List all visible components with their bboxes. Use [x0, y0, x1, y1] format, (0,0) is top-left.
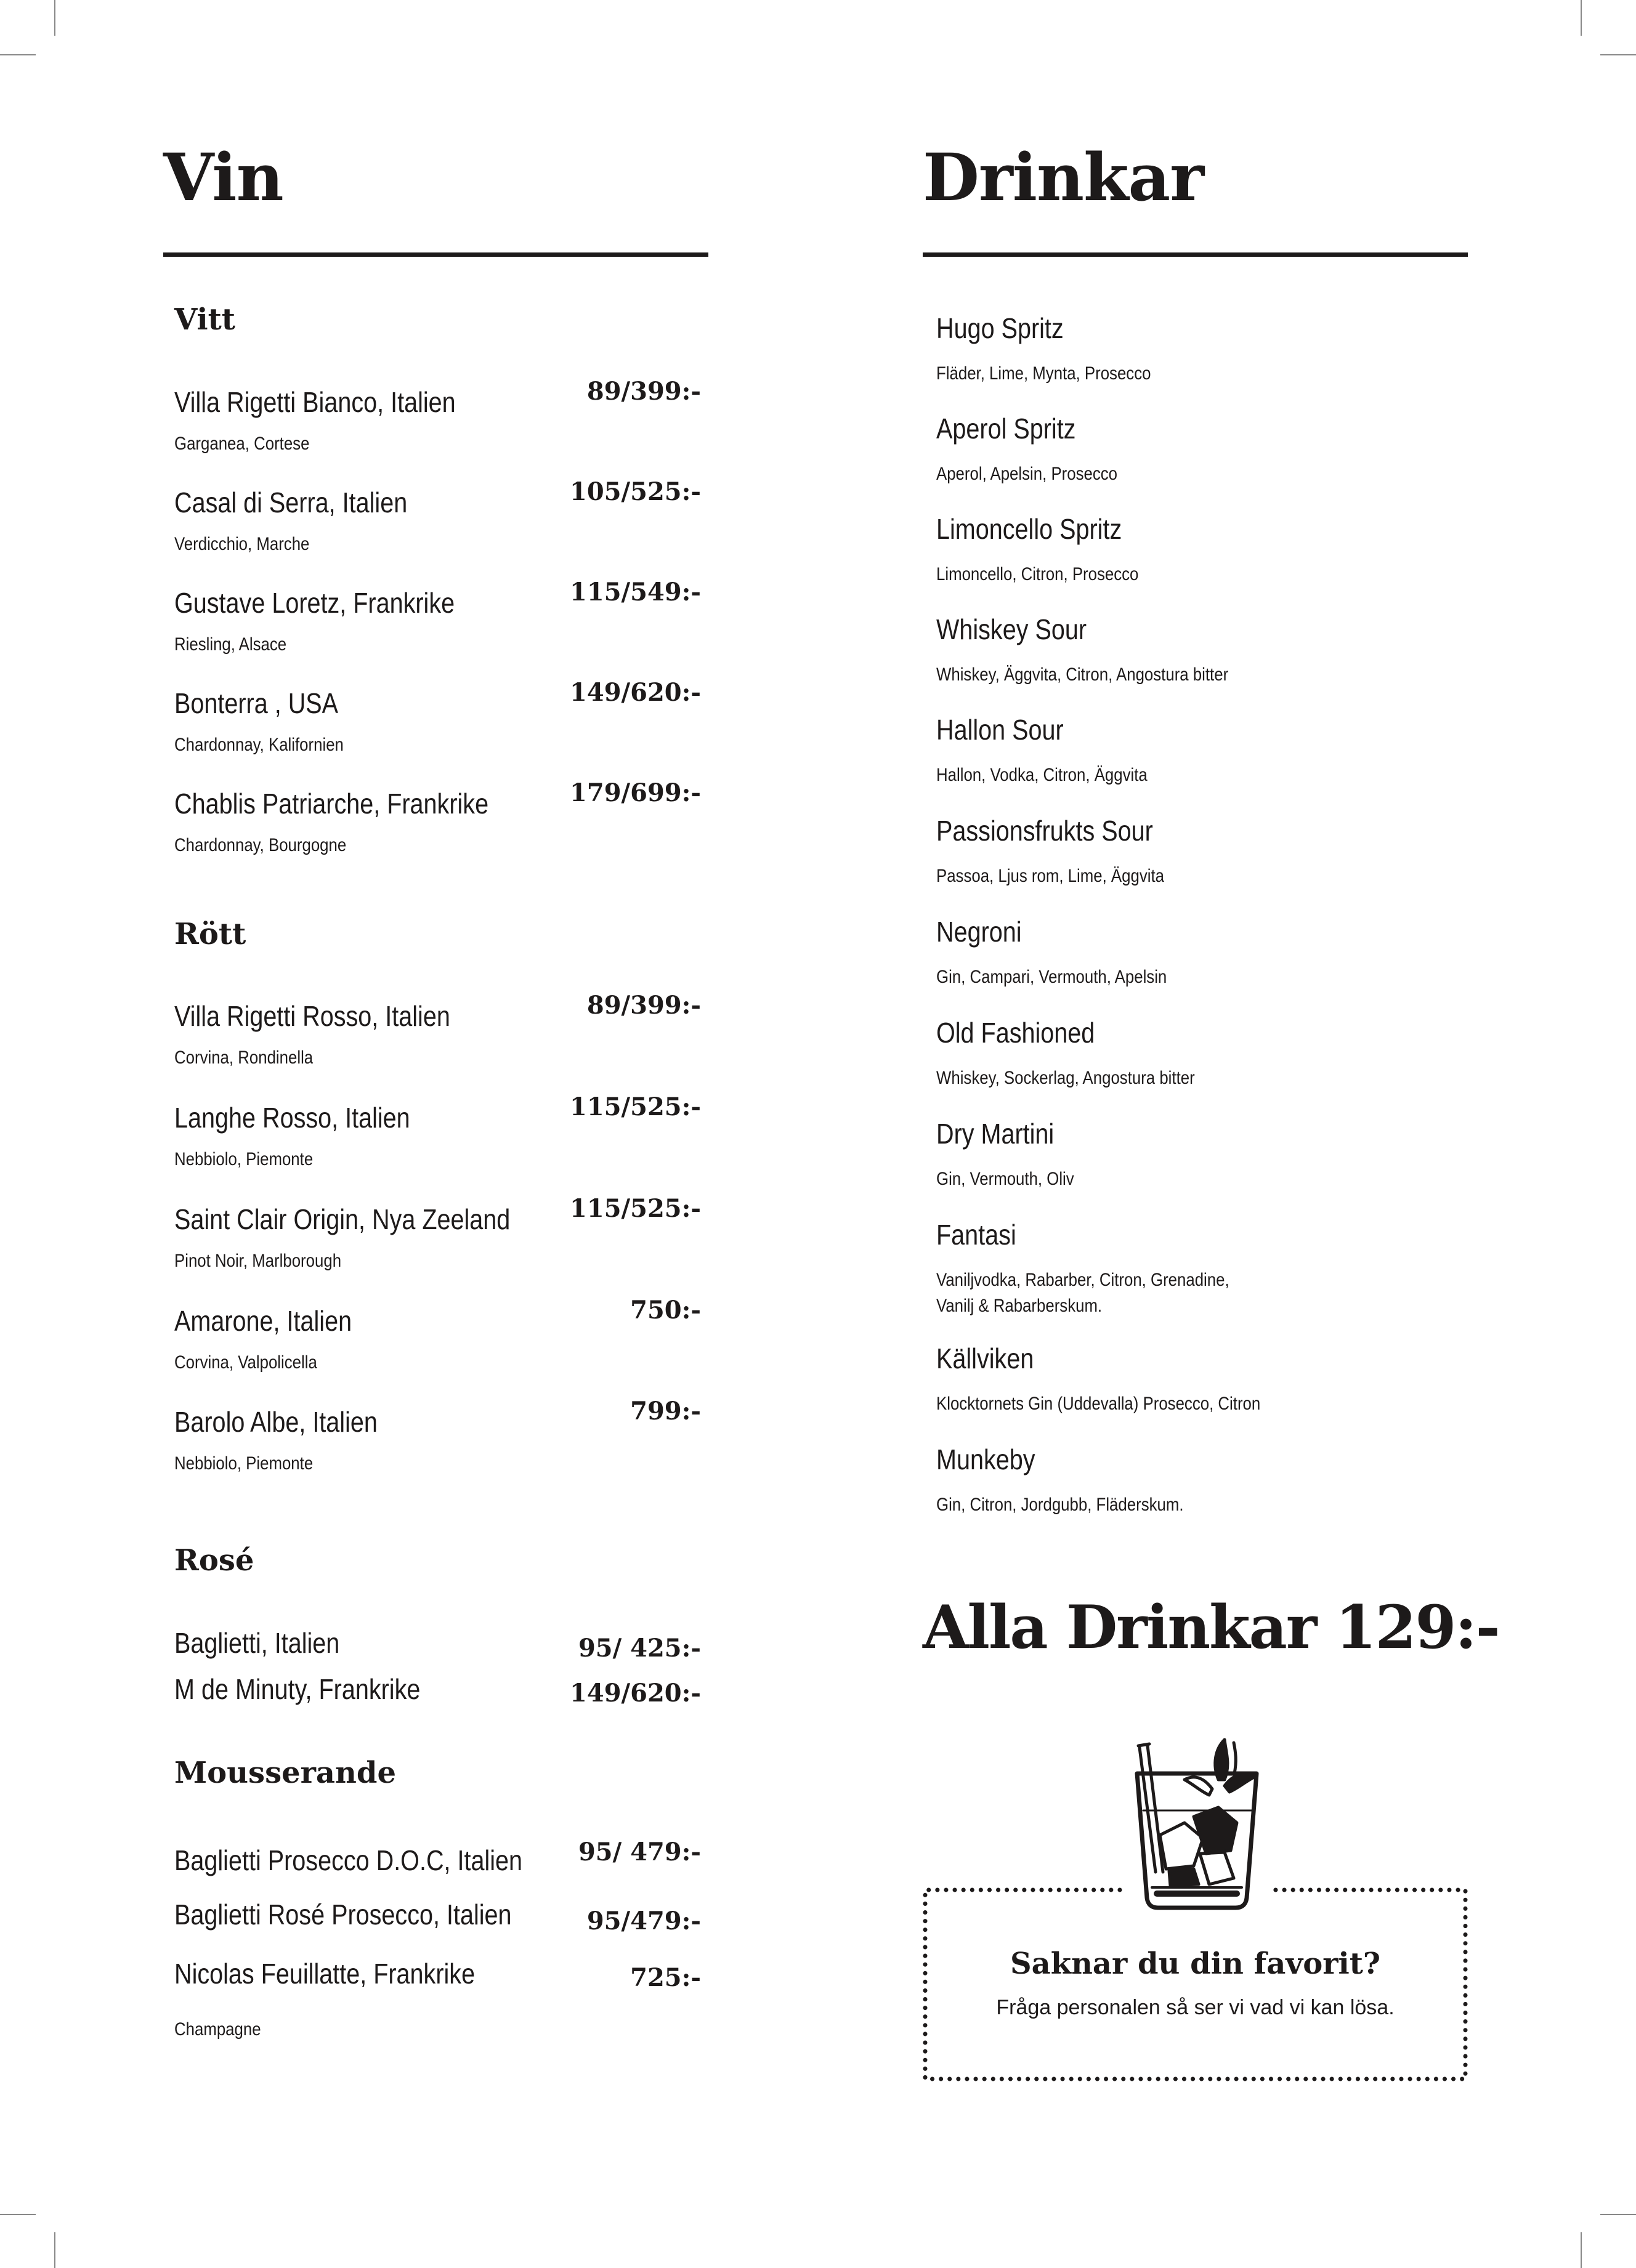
drink-ingredients: Gin, Citron, Jordgubb, Fläderskum. — [936, 1495, 1184, 1515]
drink-name: Old Fashioned — [936, 1017, 1095, 1049]
crop-mark — [1581, 2232, 1582, 2268]
drink-ingredients: Vaniljvodka, Rabarber, Citron, Grenadine, Vanilj & Rabarberskum. — [936, 1270, 1229, 1316]
wine-item — [174, 1673, 701, 1708]
wine-price: 149/620:- — [570, 678, 701, 707]
drink-item — [936, 613, 1466, 685]
drink-ingredients: Aperol, Apelsin, Prosecco — [936, 464, 1117, 484]
wine-grapes: Nebbiolo, Piemonte — [174, 1453, 314, 1474]
drinks-price-banner: Alla Drinkar 129:- — [923, 1592, 1499, 1662]
wine-price: 115/525:- — [570, 1092, 701, 1121]
wine-item — [174, 778, 701, 855]
wine-item — [174, 1958, 701, 2040]
wine-price: 750:- — [630, 1296, 701, 1325]
drink-name: Fantasi — [936, 1219, 1016, 1251]
drinks-title: Drinkar — [923, 139, 1204, 216]
wine-item — [174, 991, 701, 1068]
drink-ingredients: Fläder, Lime, Mynta, Prosecco — [936, 363, 1151, 384]
wine-price: 89/399:- — [586, 377, 701, 406]
section-heading-vitt: Vitt — [174, 302, 235, 337]
drink-item — [936, 413, 1466, 484]
wine-name: Baglietti Rosé Prosecco, Italien — [174, 1899, 512, 1931]
wine-name: Baglietti, Italien — [174, 1627, 340, 1659]
drink-name: Limoncello Spritz — [936, 513, 1122, 545]
wine-item — [174, 477, 701, 554]
wine-price: 95/479:- — [586, 1907, 701, 1935]
wine-price: 799:- — [630, 1397, 701, 1426]
wine-price: 725:- — [630, 1963, 701, 1992]
wine-grapes: Champagne — [174, 2019, 261, 2040]
wine-item — [174, 1397, 701, 1474]
wine-title: Vin — [163, 139, 283, 216]
wine-grapes: Garganea, Cortese — [174, 434, 310, 454]
wine-grapes: Corvina, Rondinella — [174, 1047, 314, 1068]
wine-price: 105/525:- — [570, 477, 701, 506]
wine-name: Villa Rigetti Rosso, Italien — [174, 1000, 450, 1032]
wine-name: Gustave Loretz, Frankrike — [174, 587, 455, 619]
wine-grapes: Chardonnay, Kalifornien — [174, 735, 344, 755]
drink-name: Aperol Spritz — [936, 413, 1076, 445]
crop-mark — [0, 2214, 36, 2215]
wine-price: 89/399:- — [586, 991, 701, 1020]
wine-name: Baglietti Prosecco D.O.C, Italien — [174, 1844, 523, 1876]
drink-ingredients: Limoncello, Citron, Prosecco — [936, 564, 1139, 584]
wine-name: M de Minuty, Frankrike — [174, 1673, 421, 1705]
wine-item — [174, 1838, 701, 1876]
wine-price: 179/699:- — [570, 778, 701, 807]
drinks-title-rule — [923, 252, 1468, 257]
wine-name: Villa Rigetti Bianco, Italien — [174, 386, 456, 418]
wine-name: Barolo Albe, Italien — [174, 1406, 378, 1438]
wine-name: Langhe Rosso, Italien — [174, 1102, 410, 1134]
favorite-title: Saknar du din favorit? — [1010, 1947, 1381, 1981]
drink-ingredients: Gin, Vermouth, Oliv — [936, 1169, 1074, 1189]
section-heading-rose: Rosé — [174, 1543, 254, 1578]
drink-item — [936, 1219, 1466, 1316]
wine-price: 149/620:- — [570, 1679, 701, 1708]
wine-grapes: Verdicchio, Marche — [174, 534, 310, 554]
drink-item — [936, 1342, 1466, 1414]
wine-item — [174, 1627, 701, 1663]
wine-item — [174, 678, 701, 755]
dotted-border — [923, 1887, 1468, 2081]
wine-item — [174, 1092, 701, 1169]
wine-grapes: Chardonnay, Bourgogne — [174, 835, 347, 855]
crop-mark — [1600, 54, 1636, 55]
wine-name: Bonterra , USA — [174, 687, 339, 719]
drink-item — [936, 1443, 1466, 1515]
drink-ingredients: Whiskey, Sockerlag, Angostura bitter — [936, 1068, 1195, 1088]
favorite-text: Fråga personalen så ser vi vad vi kan lösa. — [996, 1996, 1395, 2019]
wine-name: Chablis Patriarche, Frankrike — [174, 788, 489, 820]
wine-grapes: Riesling, Alsace — [174, 634, 287, 655]
crop-mark — [1581, 0, 1582, 36]
drink-ingredients: Gin, Campari, Vermouth, Apelsin — [936, 967, 1167, 987]
drink-name: Passionsfrukts Sour — [936, 815, 1153, 847]
favorite-box — [923, 1887, 1468, 2081]
drink-name: Munkeby — [936, 1443, 1035, 1475]
drink-item — [936, 312, 1466, 384]
wine-item — [174, 377, 701, 454]
wine-item — [174, 1296, 701, 1373]
wine-name: Casal di Serra, Italien — [174, 486, 408, 519]
wine-title-rule — [163, 252, 708, 257]
wine-price: 95/ 425:- — [578, 1634, 701, 1663]
wine-name: Amarone, Italien — [174, 1305, 352, 1337]
wine-grapes: Pinot Noir, Marlborough — [174, 1251, 342, 1271]
drink-name: Källviken — [936, 1342, 1034, 1374]
section-heading-mousserande: Mousserande — [174, 1756, 397, 1790]
drink-name: Dry Martini — [936, 1118, 1055, 1150]
drink-item — [936, 714, 1466, 785]
crop-mark — [54, 0, 55, 36]
drink-name: Hallon Sour — [936, 714, 1064, 746]
drink-item — [936, 916, 1466, 987]
wine-item — [174, 1899, 701, 1935]
wine-item — [174, 578, 701, 655]
wine-item — [174, 1194, 701, 1271]
crop-mark — [1600, 2214, 1636, 2215]
wine-price: 115/549:- — [570, 578, 701, 607]
wine-price: 95/ 479:- — [578, 1838, 701, 1866]
wine-grapes: Nebbiolo, Piemonte — [174, 1149, 314, 1169]
wine-name: Saint Clair Origin, Nya Zeeland — [174, 1203, 511, 1235]
drink-item — [936, 1118, 1466, 1189]
drink-ingredients: Passoa, Ljus rom, Lime, Äggvita — [936, 866, 1164, 886]
section-heading-rott: Rött — [174, 917, 246, 951]
drink-item — [936, 1017, 1466, 1088]
drink-name: Negroni — [936, 916, 1022, 948]
drink-item — [936, 513, 1466, 584]
drink-ingredients: Hallon, Vodka, Citron, Äggvita — [936, 765, 1148, 785]
drink-name: Whiskey Sour — [936, 613, 1087, 645]
crop-mark — [0, 54, 36, 55]
wine-grapes: Corvina, Valpolicella — [174, 1352, 317, 1373]
wine-name: Nicolas Feuillatte, Frankrike — [174, 1958, 476, 1990]
whiskey-glass-icon — [1126, 1730, 1268, 1915]
drink-ingredients: Whiskey, Äggvita, Citron, Angostura bitter — [936, 664, 1229, 685]
crop-mark — [54, 2232, 55, 2268]
drink-name: Hugo Spritz — [936, 312, 1064, 344]
wine-price: 115/525:- — [570, 1194, 701, 1223]
drink-item — [936, 815, 1466, 886]
drink-ingredients: Klocktornets Gin (Uddevalla) Prosecco, Citron — [936, 1394, 1261, 1414]
